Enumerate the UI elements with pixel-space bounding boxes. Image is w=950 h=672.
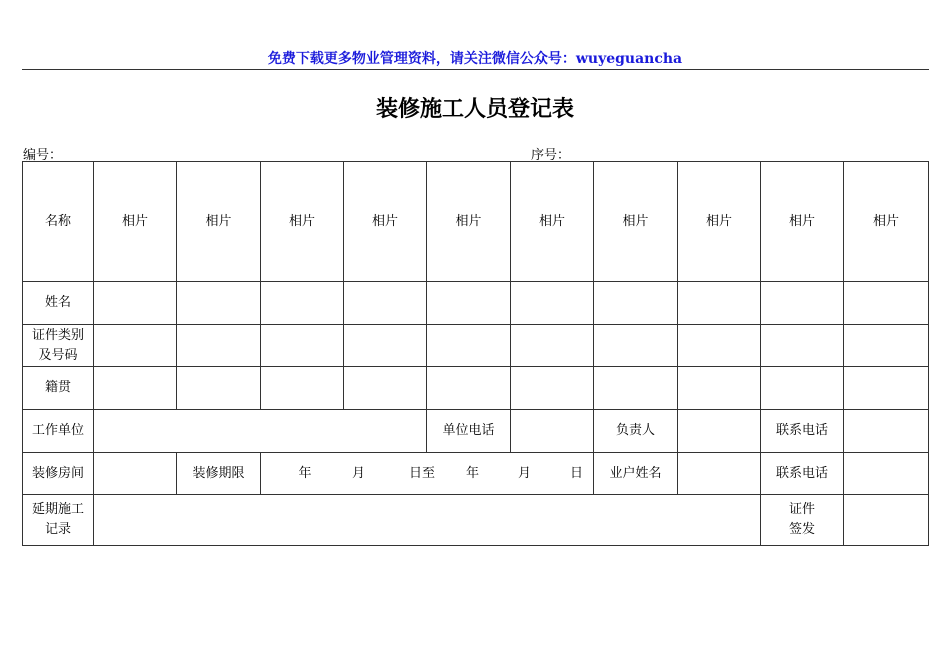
employer-label: 工作单位	[23, 410, 94, 453]
name-cell[interactable]	[594, 282, 678, 325]
id-cell[interactable]	[177, 325, 261, 367]
id-row-label	[23, 325, 94, 367]
contact-phone-value-2[interactable]	[844, 453, 929, 495]
photo-cell[interactable]: 相片	[344, 162, 427, 282]
hometown-cell[interactable]	[761, 367, 844, 410]
name-row-label: 姓名	[23, 282, 94, 325]
employer-phone-label: 单位电话	[427, 410, 511, 453]
manager-label: 负责人	[594, 410, 678, 453]
photo-cell[interactable]: 相片	[511, 162, 594, 282]
extension-label-line1: 延期施工	[31, 502, 84, 517]
period-day-end: 日	[569, 465, 583, 481]
extension-label	[23, 495, 94, 546]
period-month-start: 月	[351, 465, 365, 481]
promo-banner: 免费下载更多物业管理资料，请关注微信公众号：wuyeguancha	[267, 51, 683, 67]
id-cell[interactable]	[261, 325, 344, 367]
id-cell[interactable]	[844, 325, 929, 367]
hometown-cell[interactable]	[844, 367, 929, 410]
hometown-cell[interactable]	[511, 367, 594, 410]
id-cell[interactable]	[761, 325, 844, 367]
id-cell[interactable]	[344, 325, 427, 367]
id-cell[interactable]	[427, 325, 511, 367]
photo-cell[interactable]: 相片	[177, 162, 261, 282]
extension-label-line2: 记录	[44, 522, 71, 537]
owner-label: 业户姓名	[594, 453, 678, 495]
photo-cell[interactable]: 相片	[427, 162, 511, 282]
photo-cell[interactable]: 相片	[844, 162, 929, 282]
hometown-cell[interactable]	[261, 367, 344, 410]
manager-value[interactable]	[678, 410, 761, 453]
photo-cell[interactable]: 相片	[94, 162, 177, 282]
hometown-row	[23, 367, 929, 410]
room-label: 装修房间	[23, 453, 94, 495]
photo-row-label: 名称	[23, 162, 94, 282]
id-row-label-line2: 及号码	[38, 347, 78, 363]
id-row	[23, 325, 929, 367]
name-cell[interactable]	[844, 282, 929, 325]
period-value[interactable]	[261, 453, 594, 495]
sequence-label: 序号：	[531, 148, 571, 163]
name-cell[interactable]	[511, 282, 594, 325]
extension-row	[23, 495, 929, 546]
cert-value[interactable]	[844, 495, 929, 546]
hometown-cell[interactable]	[94, 367, 177, 410]
header-divider	[22, 69, 929, 70]
contact-phone-value[interactable]	[844, 410, 929, 453]
name-cell[interactable]	[344, 282, 427, 325]
period-year-end: 年	[465, 465, 479, 481]
hometown-cell[interactable]	[177, 367, 261, 410]
name-cell[interactable]	[177, 282, 261, 325]
name-cell[interactable]	[678, 282, 761, 325]
name-cell[interactable]	[94, 282, 177, 325]
cert-label	[761, 495, 844, 546]
registration-table	[22, 161, 929, 546]
id-cell[interactable]	[511, 325, 594, 367]
hometown-cell[interactable]	[344, 367, 427, 410]
name-row	[23, 282, 929, 325]
photo-cell[interactable]: 相片	[678, 162, 761, 282]
id-row-label-line1: 证件类别	[31, 327, 84, 343]
name-cell[interactable]	[761, 282, 844, 325]
period-label: 装修期限	[177, 453, 261, 495]
photo-cell[interactable]: 相片	[261, 162, 344, 282]
photo-row	[23, 162, 929, 282]
period-day-to: 日至	[408, 465, 435, 481]
name-cell[interactable]	[427, 282, 511, 325]
name-cell[interactable]	[261, 282, 344, 325]
employer-row	[23, 410, 929, 453]
page-title: 装修施工人员登记表	[375, 97, 574, 122]
hometown-cell[interactable]	[594, 367, 678, 410]
id-cell[interactable]	[594, 325, 678, 367]
room-value[interactable]	[94, 453, 177, 495]
period-month-end: 月	[517, 465, 531, 481]
employer-value[interactable]	[94, 410, 427, 453]
room-row	[23, 453, 929, 495]
number-label: 编号：	[23, 148, 63, 163]
contact-phone-label: 联系电话	[761, 410, 844, 453]
cert-label-line2: 签发	[788, 522, 815, 537]
photo-cell[interactable]: 相片	[594, 162, 678, 282]
contact-phone-label-2: 联系电话	[761, 453, 844, 495]
id-cell[interactable]	[678, 325, 761, 367]
extension-value[interactable]	[94, 495, 761, 546]
id-cell[interactable]	[94, 325, 177, 367]
cert-label-line1: 证件	[788, 502, 815, 517]
period-year-start: 年	[298, 465, 312, 481]
employer-phone-value[interactable]	[511, 410, 594, 453]
hometown-cell[interactable]	[678, 367, 761, 410]
hometown-cell[interactable]	[427, 367, 511, 410]
owner-value[interactable]	[678, 453, 761, 495]
photo-cell[interactable]: 相片	[761, 162, 844, 282]
hometown-row-label: 籍贯	[23, 367, 94, 410]
